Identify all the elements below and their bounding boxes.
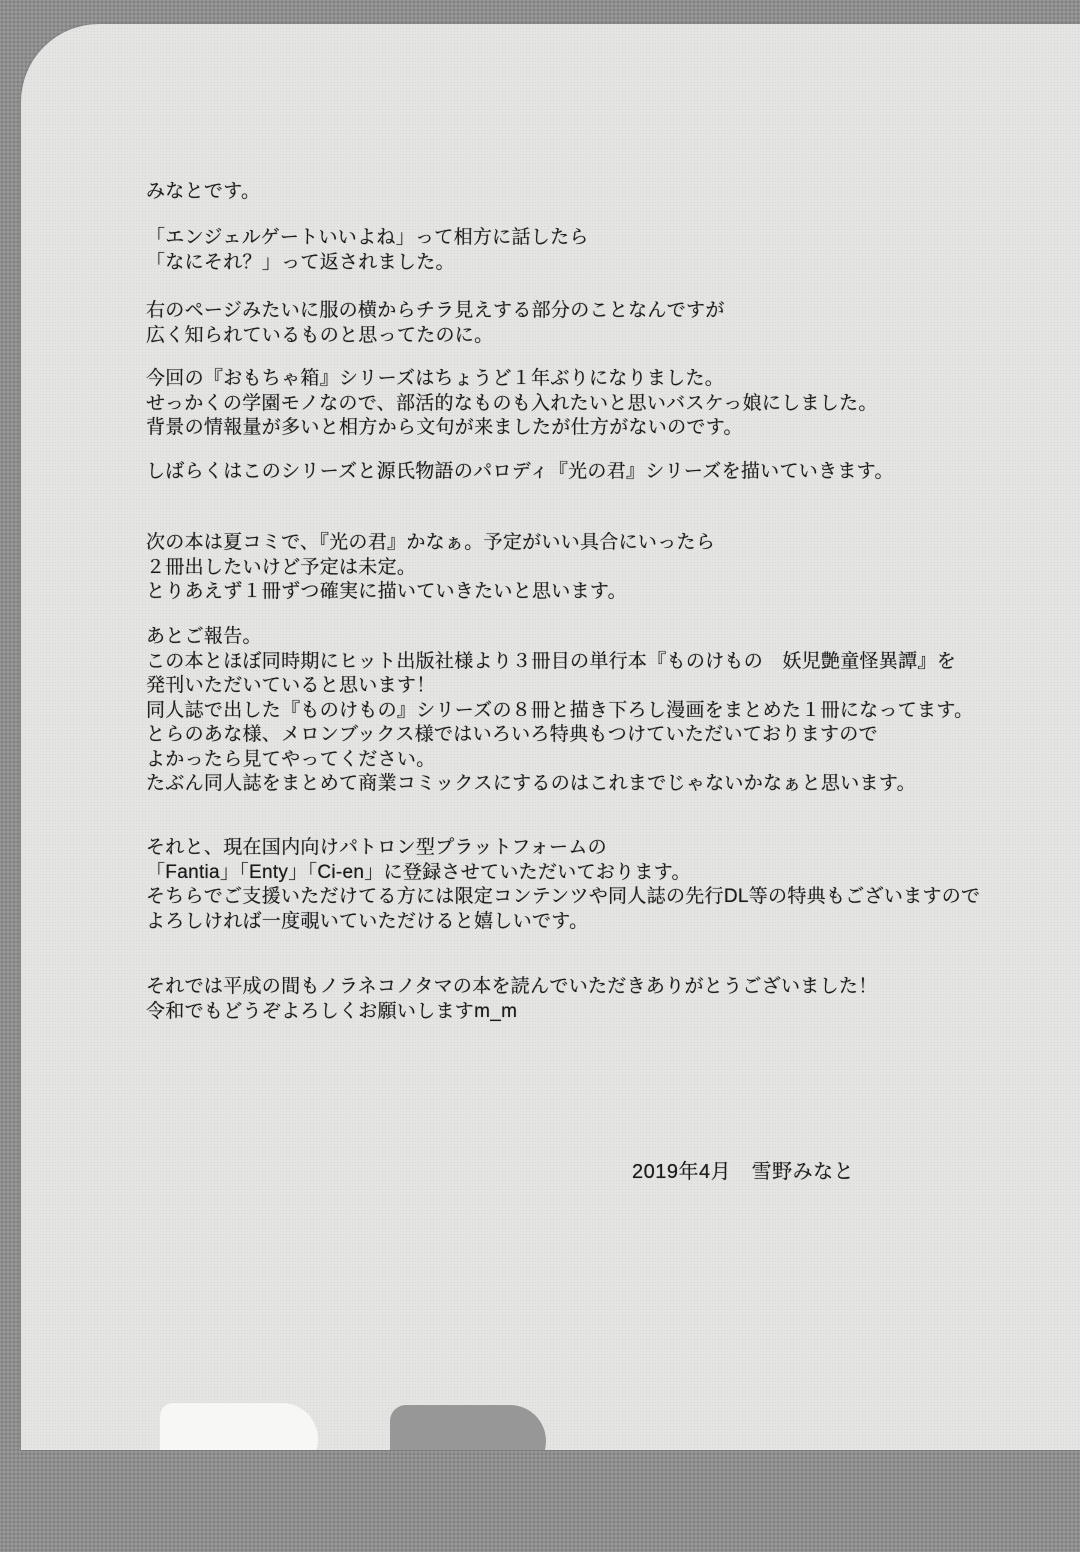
text-line: 次の本は夏コミで、『光の君』かなぁ。予定がいい具合にいったら <box>146 532 716 553</box>
paragraph <box>146 975 878 1024</box>
text-line: 同人誌で出した『ものけもの』シリーズの８冊と描き下ろし漫画をまとめた１冊になってます。 <box>146 699 974 721</box>
show-through-shape-light <box>160 1403 318 1450</box>
paragraph <box>146 460 894 485</box>
paragraph <box>146 226 589 275</box>
text-line: よろしければ一度覗いていただけると嬉しいです。 <box>146 910 589 932</box>
text-line: 令和でもどうぞよろしくお願いしますm_m <box>146 1000 518 1022</box>
text-line: 今回の『おもちゃ箱』シリーズはちょうど１年ぶりになりました。 <box>146 368 725 389</box>
text-line: とらのあな様、メロンブックス様ではいろいろ特典もつけていただいておりますので <box>146 724 878 745</box>
paragraph <box>146 180 260 205</box>
paragraph <box>146 531 715 605</box>
text-line: それと、現在国内向けパトロン型プラットフォームの <box>146 837 607 858</box>
text-line: 「エンジェルゲートいいよね」って相方に話したら <box>146 227 589 248</box>
text-line: 広く知られているものと思ってたのに。 <box>146 324 494 346</box>
text-line: ２冊出したいけど予定は未定。 <box>146 556 417 578</box>
text-line: そちらでご支援いただけてる方には限定コンテンツや同人誌の先行DL等の特典もございますので <box>146 886 981 907</box>
text-line: 「なにそれ？」って返されました。 <box>146 251 455 273</box>
text-line: 右のページみたいに服の横からチラ見えする部分のことなんですが <box>146 300 725 321</box>
show-through-shape-gray <box>390 1405 546 1450</box>
text-line: 発刊いただいていると思います！ <box>146 675 436 696</box>
signature-date-author: 2019年4月 雪野みなと <box>632 1161 855 1183</box>
text-line: とりあえず１冊ずつ確実に描いていきたいと思います。 <box>146 581 627 602</box>
text-line: よかったら見てやってください。 <box>146 748 436 770</box>
text-line: みなとです。 <box>146 181 261 202</box>
text-line: たぶん同人誌をまとめて商業コミックスにするのはこれまでじゃないかなぁと思います。 <box>146 773 916 794</box>
paragraph <box>146 836 980 934</box>
text-line: あとご報告。 <box>146 626 262 647</box>
paper-page <box>21 24 1080 1450</box>
paragraph <box>146 625 973 797</box>
text-line: この本とほぼ同時期にヒット出版社様より３冊目の単行本『ものけもの 妖児艶童怪異譚』を <box>146 650 957 672</box>
text-line: それでは平成の間もノラネコノタマの本を読んでいただきありがとうございました！ <box>146 976 878 997</box>
text-line: 「Fantia」「Enty」「Ci-en」に登録させていただいております。 <box>146 861 691 883</box>
text-line: せっかくの学園モノなので、部活的なものも入れたいと思いバスケっ娘にしました。 <box>146 392 878 414</box>
text-line: 背景の情報量が多いと相方から文句が来ましたが仕方がないのです。 <box>146 417 743 438</box>
paragraph <box>146 299 725 348</box>
text-line: しばらくはこのシリーズと源氏物語のパロディ『光の君』シリーズを描いていきます。 <box>146 461 894 482</box>
paragraph <box>146 367 878 441</box>
